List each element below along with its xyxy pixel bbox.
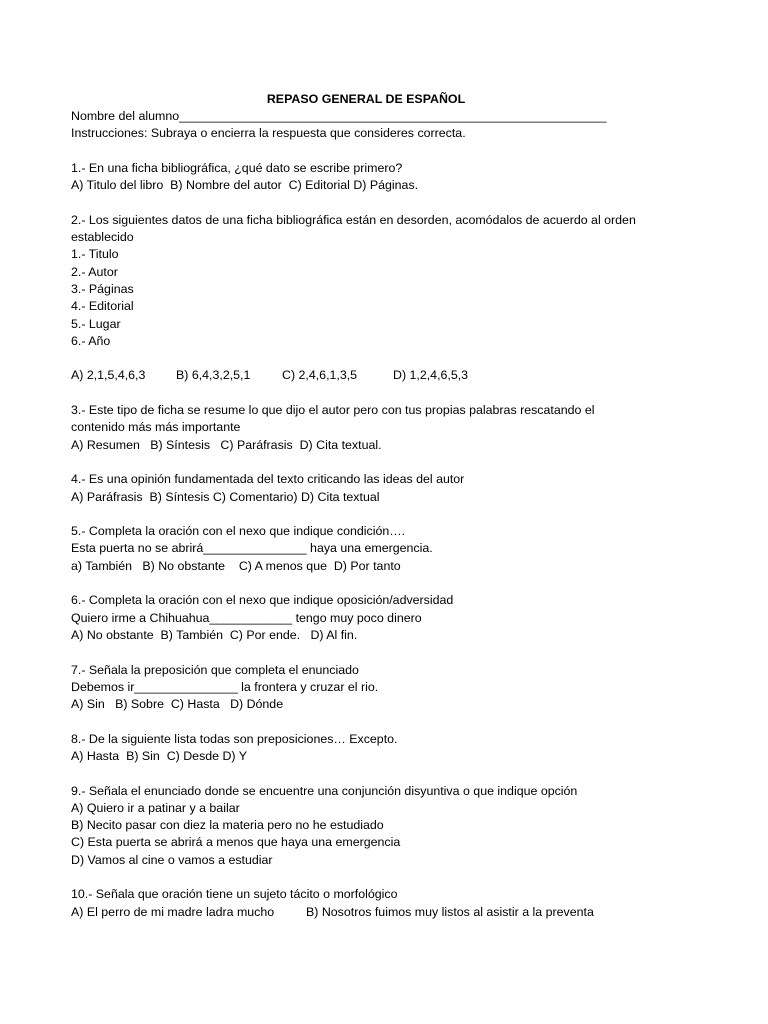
- question-2-item: 5.- Lugar: [71, 316, 121, 331]
- question-6-options: A) No obstante B) También C) Por ende. D) Al fin.: [71, 627, 358, 642]
- question-9-option-d: D) Vamos al cine o vamos a estudiar: [71, 852, 273, 867]
- question-8-options: A) Hasta B) Sin C) Desde D) Y: [71, 748, 248, 763]
- question-2-item: 6.- Año: [71, 333, 111, 348]
- question-9-option-b: B) Necito pasar con diez la materia pero no he estudiado: [71, 818, 384, 833]
- question-4: 4.- Es una opinión fundamentada del texto criticando las ideas del autor: [71, 472, 465, 487]
- question-10: 10.- Señala que oración tiene un sujeto tácito o morfológico: [71, 887, 398, 902]
- question-3-cont: contenido más más importante: [71, 420, 241, 435]
- student-name-line: Nombre del alumno______________________________________________________________: [71, 109, 607, 123]
- question-7-options: A) Sin B) Sobre C) Hasta D) Dónde: [71, 697, 284, 712]
- question-6-sentence: Quiero irme a Chihuahua____________ tengo muy poco dinero: [71, 610, 422, 625]
- question-7: 7.- Señala la preposición que completa el enunciado: [71, 662, 359, 677]
- question-10-options: [71, 904, 691, 921]
- option-b: B) 6,4,3,2,5,1: [176, 368, 251, 383]
- option-d: D) 1,2,4,6,5,3: [393, 368, 469, 383]
- question-4-options: A) Paráfrasis B) Síntesis C) Comentario) D) Cita textual: [71, 489, 380, 504]
- question-5: 5.- Completa la oración con el nexo que indique condición….: [71, 524, 406, 539]
- question-9-option-a: A) Quiero ir a patinar y a bailar: [71, 800, 240, 815]
- option-a: A) El perro de mi madre ladra mucho: [71, 904, 275, 919]
- question-2-item: 4.- Editorial: [71, 299, 134, 314]
- question-2-options: [71, 367, 691, 384]
- question-2-item: 1.- Titulo: [71, 247, 119, 262]
- instructions: Instrucciones: Subraya o encierra la respuesta que consideres correcta.: [71, 126, 466, 141]
- question-9: 9.- Señala el enunciado donde se encuentre una conjunción disyuntiva o que indique opción: [71, 783, 578, 798]
- question-6: 6.- Completa la oración con el nexo que indique oposición/adversidad: [71, 593, 454, 608]
- question-3-options: A) Resumen B) Síntesis C) Paráfrasis D) Cita textual.: [71, 437, 382, 452]
- document-title: REPASO GENERAL DE ESPAÑOL: [266, 92, 466, 106]
- question-8: 8.- De la siguiente lista todas son preposiciones… Excepto.: [71, 731, 398, 746]
- question-2-item: 3.- Páginas: [71, 281, 134, 296]
- question-1: 1.- En una ficha bibliográfica, ¿qué dato se escribe primero?: [71, 160, 403, 175]
- question-2-item: 2.- Autor: [71, 264, 118, 279]
- option-b: B) Nosotros fuimos muy listos al asistir a la preventa: [306, 904, 594, 919]
- question-1-options: A) Titulo del libro B) Nombre del autor C) Editorial D) Páginas.: [71, 178, 419, 193]
- question-2: 2.- Los siguientes datos de una ficha bibliográfica están en desorden, acomódalos de acuerdo al orden: [71, 212, 636, 227]
- question-3: 3.- Este tipo de ficha se resume lo que dijo el autor pero con tus propias palabras rescatando el: [71, 403, 595, 418]
- question-5-sentence: Esta puerta no se abrirá_______________ haya una emergencia.: [71, 541, 433, 556]
- question-9-option-c: C) Esta puerta se abrirá a menos que haya una emergencia: [71, 835, 401, 850]
- option-a: A) 2,1,5,4,6,3: [71, 368, 146, 383]
- option-c: C) 2,4,6,1,3,5: [282, 368, 358, 383]
- question-5-options: a) También B) No obstante C) A menos que D) Por tanto: [71, 558, 401, 573]
- question-2-cont: establecido: [71, 230, 134, 245]
- question-7-sentence: Debemos ir_______________ la frontera y cruzar el rio.: [71, 679, 379, 694]
- document-body: [71, 108, 691, 921]
